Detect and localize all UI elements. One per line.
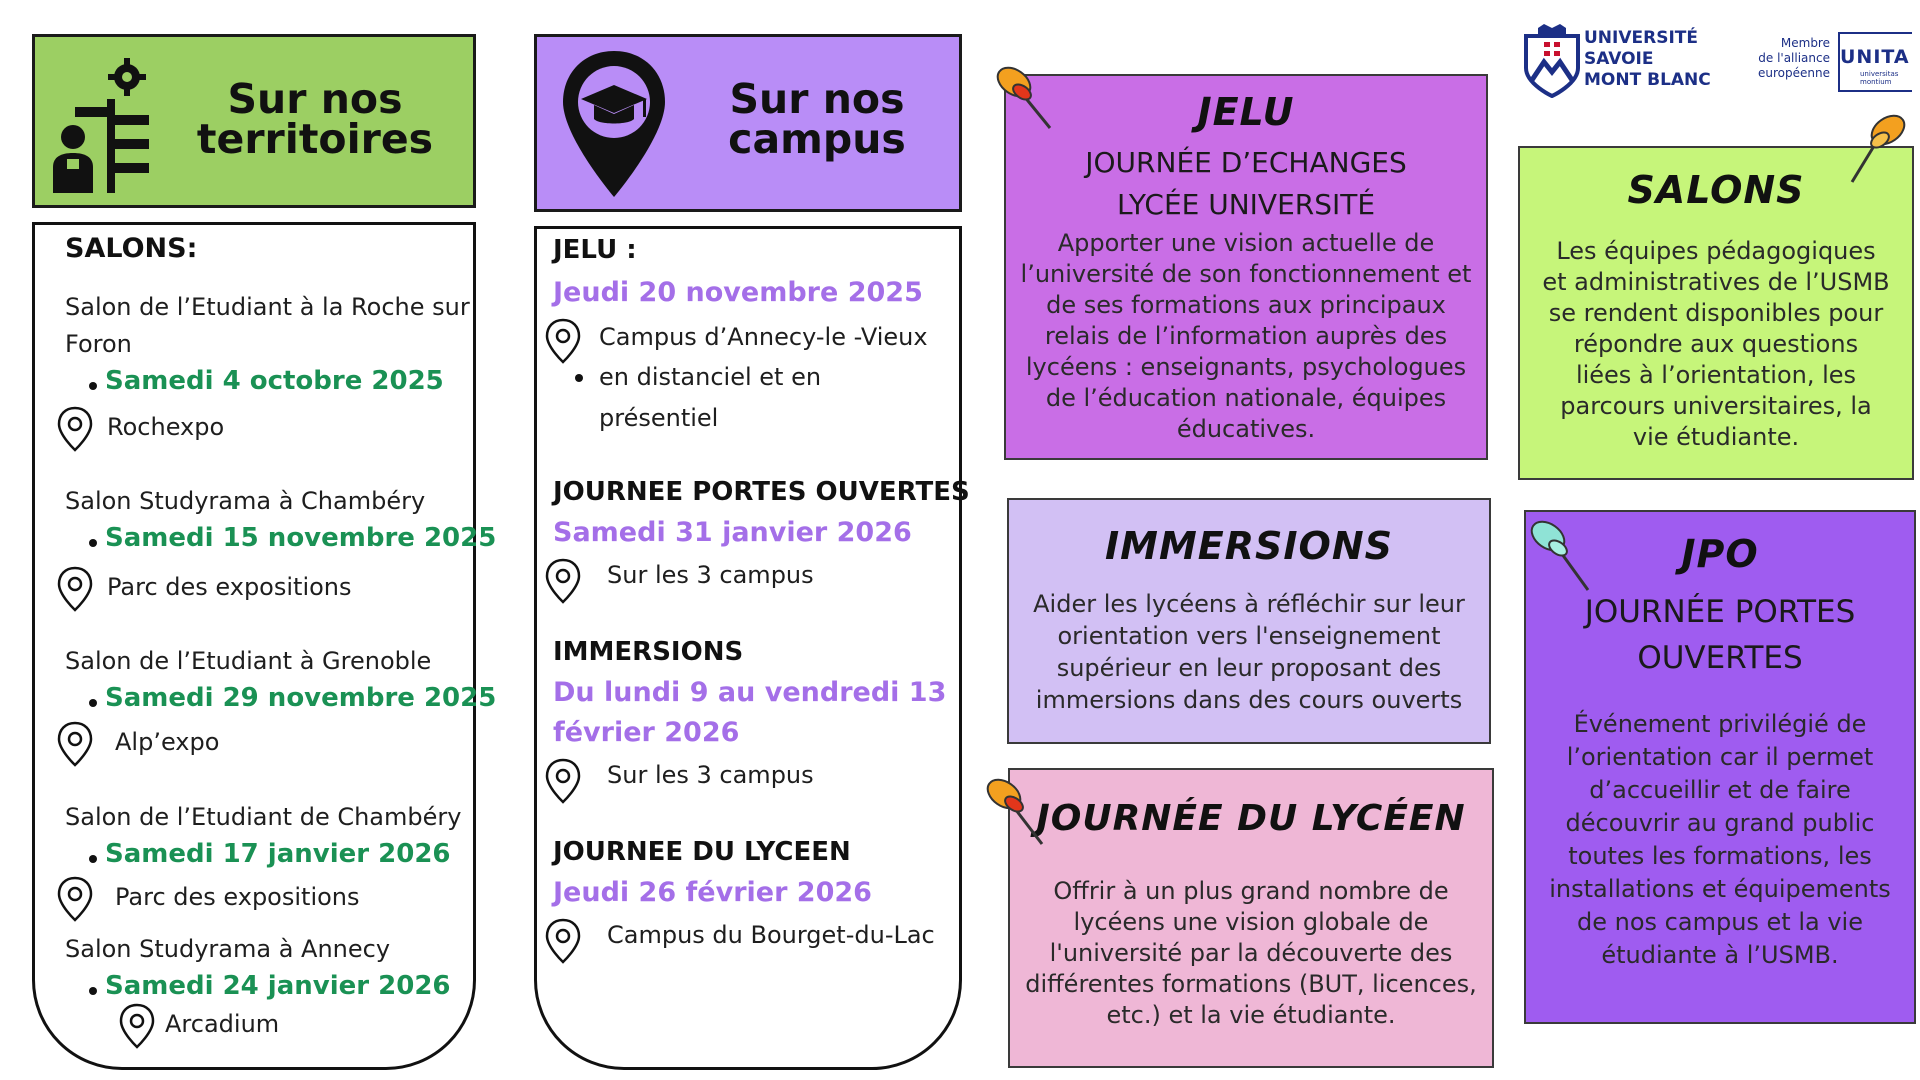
- location-pin-icon: [543, 757, 583, 805]
- card-jpo-sub1: JOURNÉE PORTES: [1584, 594, 1856, 630]
- card-jelu-sub1: JOURNÉE D’ECHANGES: [1085, 146, 1407, 179]
- location-graduation-cap-icon: [559, 47, 669, 202]
- body-line: découvrir au grand public: [1565, 809, 1875, 837]
- usmb-wordmark: [1584, 28, 1711, 91]
- location-pin-icon: [543, 917, 583, 965]
- location-pin-icon: [543, 557, 583, 605]
- header-territoires-line2: territoires: [196, 115, 434, 163]
- salon-place: Alp’expo: [115, 728, 220, 756]
- body-line: l’université de son fonctionnement et: [1020, 260, 1472, 288]
- unita-member-line: européenne: [1758, 66, 1830, 80]
- thumbtack-icon: [1844, 106, 1914, 186]
- body-line: différentes formations (BUT, licences,: [1025, 970, 1477, 998]
- event-note-cont: présentiel: [599, 404, 719, 432]
- unita-frame: [1838, 32, 1912, 92]
- usmb-line: SAVOIE: [1584, 49, 1654, 69]
- salon-place: Parc des expositions: [115, 883, 360, 911]
- thumbtack-icon: [992, 62, 1052, 132]
- body-line: lycéens une vision globale de: [1073, 908, 1429, 936]
- location-pin-icon: [543, 317, 583, 365]
- unita-tagline: [1860, 70, 1898, 86]
- event-title: IMMERSIONS: [553, 637, 744, 667]
- card-lyceen-title: JOURNÉE DU LYCÉEN: [1036, 798, 1466, 839]
- location-pin-icon: [55, 720, 95, 768]
- event-place: Sur les 3 campus: [607, 561, 814, 589]
- unita-member-line: Membre: [1780, 36, 1830, 50]
- body-line: Les équipes pédagogiques: [1556, 237, 1876, 265]
- body-line: vie étudiante.: [1632, 423, 1800, 451]
- card-jpo-title: JPO: [1681, 532, 1759, 576]
- salon-name: Salon de l’Etudiant à la Roche sur: [65, 293, 470, 321]
- salon-name: Salon Studyrama à Chambéry: [65, 487, 426, 515]
- body-line: éducatives.: [1176, 415, 1316, 443]
- card-immersions: [1007, 498, 1491, 744]
- bullet: [89, 382, 97, 390]
- salon-date: Samedi 17 janvier 2026: [105, 839, 451, 869]
- location-pin-icon: [55, 405, 95, 453]
- bullet: [89, 699, 97, 707]
- body-line: toutes les formations, les: [1568, 842, 1872, 870]
- bullet: [575, 374, 583, 382]
- body-line: Offrir à un plus grand nombre de: [1053, 877, 1449, 905]
- location-pin-icon: [117, 1002, 157, 1050]
- body-line: d’accueillir et de faire: [1589, 776, 1851, 804]
- event-title: JOURNEE DU LYCEEN: [553, 837, 851, 867]
- salon-date: Samedi 24 janvier 2026: [105, 971, 451, 1001]
- header-territoires: [32, 34, 476, 208]
- body-line: se rendent disponibles pour: [1548, 299, 1884, 327]
- event-title: JELU :: [553, 235, 637, 265]
- unita-tagline-line: montium: [1860, 78, 1892, 86]
- body-line: orientation vers l'enseignement: [1057, 622, 1441, 650]
- card-jelu: [1004, 74, 1488, 460]
- body-line: Aider les lycéens à réfléchir sur leur: [1033, 590, 1465, 618]
- salon-date: Samedi 4 octobre 2025: [105, 366, 444, 396]
- unita-member-text: [1740, 36, 1830, 81]
- salon-name: Salon Studyrama à Annecy: [65, 935, 391, 963]
- card-jelu-body: [1010, 228, 1482, 445]
- body-line: et administratives de l’USMB: [1542, 268, 1890, 296]
- card-jelu-sub2: LYCÉE UNIVERSITÉ: [1116, 188, 1376, 221]
- header-campus: [534, 34, 962, 212]
- body-line: immersions dans des cours ouverts: [1035, 686, 1463, 714]
- header-campus-line2: campus: [728, 115, 906, 163]
- salon-place: Parc des expositions: [107, 573, 352, 601]
- event-note: en distanciel et en: [599, 363, 822, 391]
- card-jelu-title: JELU: [1197, 90, 1295, 134]
- card-salons-body: [1530, 236, 1902, 453]
- usmb-line: UNIVERSITÉ: [1584, 28, 1698, 48]
- event-place: Campus d’Annecy-le -Vieux: [599, 323, 928, 351]
- body-line: de l’éducation nationale, équipes: [1045, 384, 1447, 412]
- body-line: relais de l’information auprès des: [1044, 322, 1448, 350]
- event-place: Sur les 3 campus: [607, 761, 814, 789]
- body-line: de ses formations aux principaux: [1046, 291, 1446, 319]
- body-line: l'université par la découverte des: [1049, 939, 1453, 967]
- salon-date: Samedi 15 novembre 2025: [105, 523, 497, 553]
- usmb-shield-icon: [1524, 22, 1580, 98]
- salon-date: Samedi 29 novembre 2025: [105, 683, 497, 713]
- body-line: supérieur en leur proposant des: [1056, 654, 1442, 682]
- body-line: l’orientation car il permet: [1566, 743, 1874, 771]
- unita-name: UNITA: [1840, 46, 1910, 68]
- signpost-person-icon: [49, 55, 159, 195]
- event-date: Jeudi 20 novembre 2025: [553, 277, 923, 308]
- event-date-cont: février 2026: [553, 717, 740, 748]
- card-jpo-body: [1530, 708, 1910, 972]
- thumbtack-icon: [982, 772, 1048, 848]
- bullet: [89, 539, 97, 547]
- header-territoires-line1: Sur nos: [227, 75, 403, 123]
- event-date: Du lundi 9 au vendredi 13: [553, 677, 947, 708]
- card-salons-title: SALONS: [1627, 168, 1805, 212]
- body-line: liées à l’orientation, les: [1575, 361, 1857, 389]
- body-line: Apporter une vision actuelle de: [1057, 229, 1435, 257]
- event-date: Samedi 31 janvier 2026: [553, 517, 912, 548]
- card-immersions-title: IMMERSIONS: [1105, 524, 1393, 568]
- unita-tagline-line: universitas: [1860, 70, 1899, 78]
- card-lyceen-body: [1014, 876, 1488, 1031]
- body-line: répondre aux questions: [1573, 330, 1859, 358]
- bullet: [89, 987, 97, 995]
- salon-name: Salon de l’Etudiant à Grenoble: [65, 647, 432, 675]
- body-line: de nos campus et la vie: [1577, 908, 1863, 936]
- body-line: étudiante à l’USMB.: [1601, 941, 1839, 969]
- thumbtack-icon: [1524, 514, 1594, 594]
- usmb-line: MONT BLANC: [1584, 70, 1711, 90]
- card-immersions-body: [1013, 588, 1485, 716]
- salon-place: Arcadium: [165, 1010, 280, 1038]
- location-pin-icon: [55, 565, 95, 613]
- event-date: Jeudi 26 février 2026: [553, 877, 872, 908]
- salon-name-cont: Foron: [65, 330, 132, 358]
- card-jpo-sub2: OUVERTES: [1637, 640, 1803, 676]
- header-campus-line1: Sur nos: [729, 75, 905, 123]
- unita-member-line: de l'alliance: [1758, 51, 1830, 65]
- event-title: JOURNEE PORTES OUVERTES: [553, 477, 970, 507]
- body-line: lycéens : enseignants, psychologues: [1025, 353, 1467, 381]
- territoires-panel: [32, 222, 497, 1070]
- unita-logo: [1740, 30, 1916, 100]
- card-salons: [1518, 146, 1914, 480]
- salon-name: Salon de l’Etudiant de Chambéry: [65, 803, 462, 831]
- bullet: [89, 855, 97, 863]
- usmb-logo: [1524, 22, 1724, 100]
- salons-heading: SALONS:: [65, 233, 198, 264]
- body-line: installations et équipements: [1549, 875, 1891, 903]
- card-lyceen: [1008, 768, 1494, 1068]
- salon-place: Rochexpo: [107, 413, 225, 441]
- event-place: Campus du Bourget-du-Lac: [607, 921, 935, 949]
- body-line: Événement privilégié de: [1573, 710, 1867, 738]
- body-line: parcours universitaires, la: [1560, 392, 1872, 420]
- location-pin-icon: [55, 875, 95, 923]
- campus-panel: [534, 226, 970, 1070]
- body-line: etc.) et la vie étudiante.: [1106, 1001, 1396, 1029]
